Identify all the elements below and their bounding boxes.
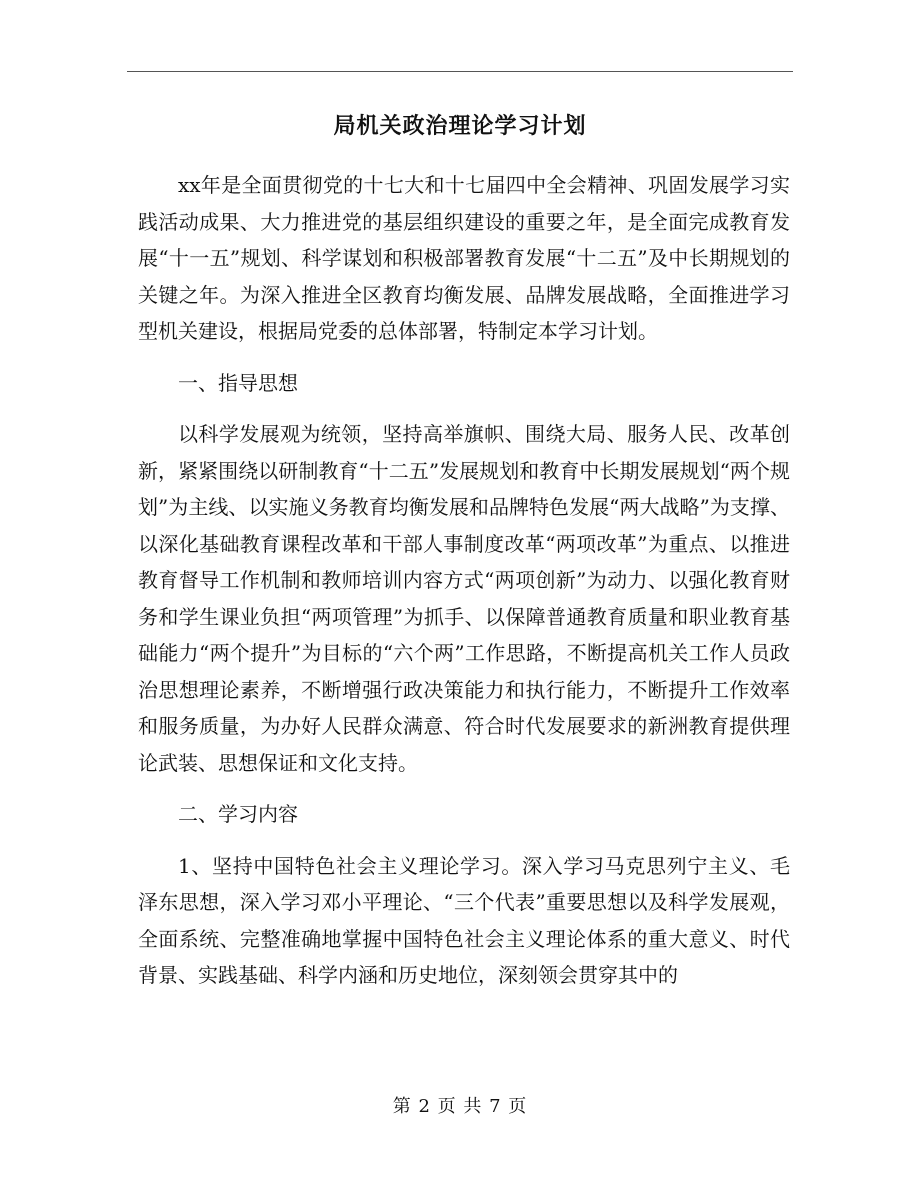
- section-heading-guiding-ideology: 一、指导思想: [178, 370, 298, 395]
- guiding-ideology-paragraph: 以科学发展观为统领，坚持高举旗帜、围绕大局、服务人民、改革创新，紧紧围绕以研制教育“十二五”发展规划和教育中长期发展规划“两个规划”为主线、以实施义务教育均衡发展和品牌特色发展“两大战略”为支撑、以深化基础教育课程改革和干部人事制度改革“两项改革”为重点、以推进教育督导工作机制和教师培训内容方式“两项创新”为动力、以强化教育财务和学生课业负担“两项管理”为抓手、以保障普通教育质量和职业教育基础能力“两个提升”为目标的“六个两”工作思路，不断提高机关工作人员政治思想理论素养，不断增强行政决策能力和执行能力，不断提升工作效率和服务质量，为办好人民群众满意、符合时代发展要求的新洲教育提供理论武装、思想保证和文化支持。: [138, 422, 790, 775]
- header-divider: [127, 71, 793, 72]
- page-indicator: 第 2 页 共 7 页: [392, 1096, 528, 1117]
- intro-paragraph: xx年是全面贯彻党的十七大和十七届四中全会精神、巩固发展学习实践活动成果、大力推进党的基层组织建设的重要之年，是全面完成教育发展“十一五”规划、科学谋划和积极部署教育发展“十二五”及中长期规划的关键之年。为深入推进全区教育均衡发展、品牌发展战略，全面推进学习型机关建设，根据局党委的总体部署，特制定本学习计划。: [138, 173, 790, 343]
- section-heading-study-content: 二、学习内容: [178, 802, 298, 826]
- document-title: 局机关政治理论学习计划: [333, 113, 587, 139]
- study-content-item-1: 1、坚持中国特色社会主义理论学习。深入学习马克思列宁主义、毛泽东思想，深入学习邓小平理论、“三个代表”重要思想以及科学发展观，全面系统、完整准确地掌握中国特色社会主义理论体系的重大意义、时代背景、实践基础、科学内涵和历史地位，深刻领会贯穿其中的: [138, 853, 790, 987]
- document-body: [138, 167, 790, 994]
